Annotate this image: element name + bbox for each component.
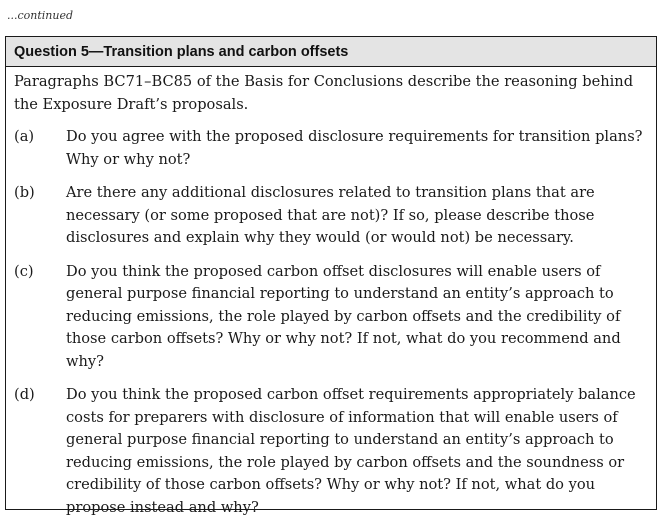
question-body <box>6 67 656 519</box>
question-box <box>5 36 657 516</box>
item-text: Are there any additional disclosures related to transition plans that are necessary (or some proposed that are not)? If so, please describe those disclosures and explain why they would (or would not) be necessary. <box>66 184 595 246</box>
question-title: Question 5—Transition plans and carbon offsets <box>14 43 349 60</box>
question-intro: Paragraphs BC71–BC85 of the Basis for Conclusions describe the reasoning behind the Exposure Draft’s proposals. <box>14 73 634 113</box>
item-label: (a) <box>14 128 35 145</box>
item-text: Do you agree with the proposed disclosure requirements for transition plans? Why or why not? <box>66 128 643 168</box>
question-item-b <box>14 182 648 250</box>
item-label: (d) <box>14 386 35 403</box>
question-item-a <box>14 126 648 171</box>
item-label: (b) <box>14 184 35 201</box>
item-label: (c) <box>14 262 34 280</box>
item-text: Do you think the proposed carbon offset requirements appropriately balance costs for preparers with disclosure of information that will enable users of general purpose financial reporting to understand an entity’s approach to reducing emissions, the role played by carbon offsets and the soundness or credibility of those carbon offsets? Why or why not? If not, what do you propose instead and why? <box>66 386 636 516</box>
question-header <box>6 37 656 67</box>
question-item-c <box>14 261 648 374</box>
continued-label: ...continued <box>7 9 74 22</box>
question-item-d <box>14 384 648 519</box>
item-text: Do you think the proposed carbon offset disclosures will enable users of general purpose financial reporting to understand an entity’s approach to reducing emissions, the role played by carbon offsets and the credibility of those carbon offsets? Why or why not? If not, what do you recommend and why? <box>66 262 621 370</box>
